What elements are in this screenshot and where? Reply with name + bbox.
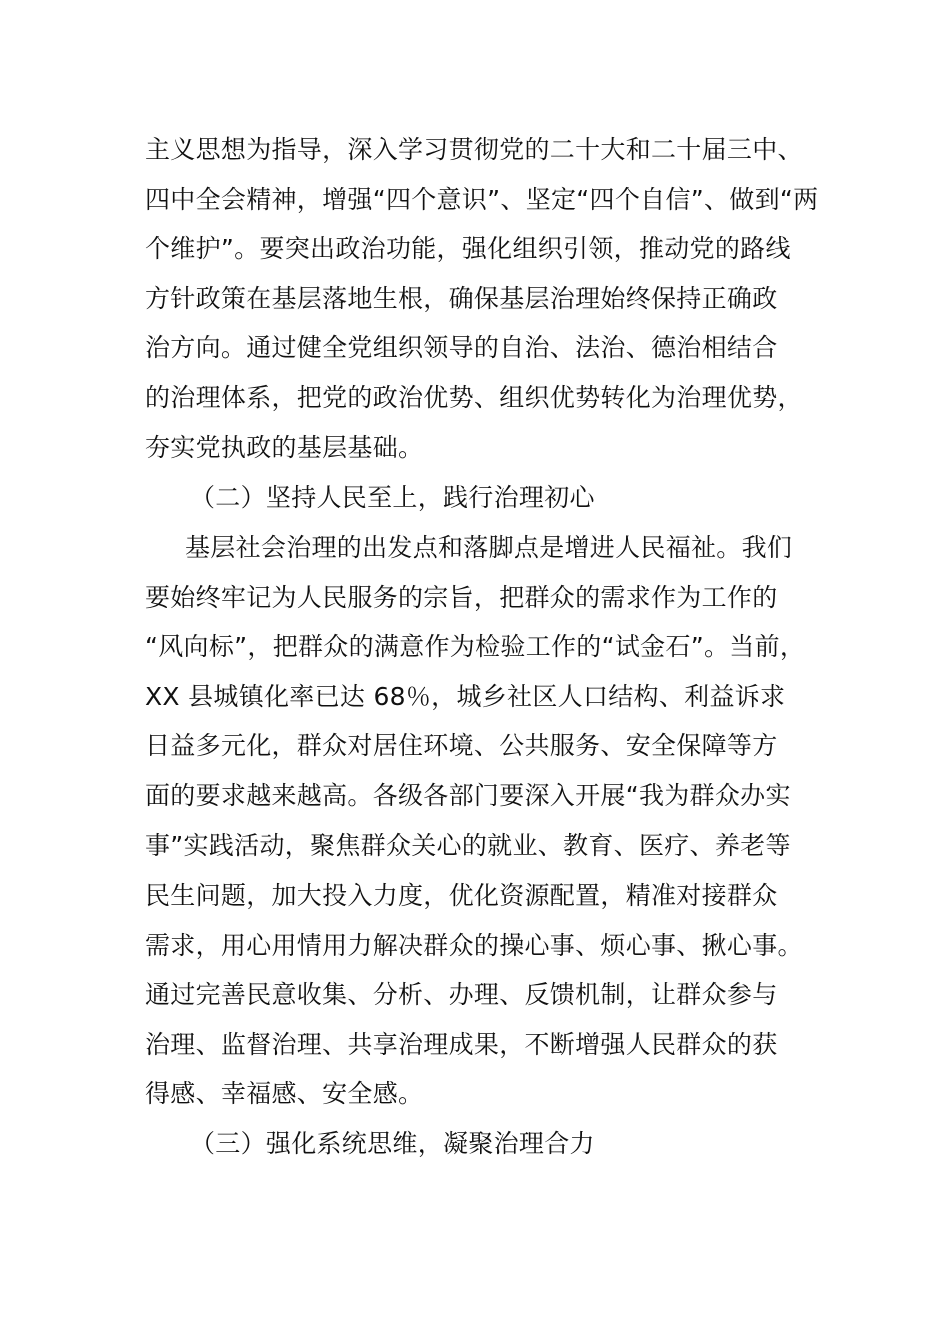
- body-text-line: 面的要求越来越高。各级各部门要深入开展“我为群众办实: [145, 781, 791, 810]
- body-text-line: 事”实践活动，聚焦群众关心的就业、教育、医疗、养老等: [145, 831, 791, 860]
- body-text-line: 夯实党执政的基层基础。: [145, 433, 424, 462]
- body-text-line: 日益多元化，群众对居住环境、公共服务、安全保障等方: [145, 731, 778, 760]
- body-text-line: XX 县城镇化率已达 68％，城乡社区人口结构、利益诉求: [145, 682, 786, 711]
- section-heading: （三）强化系统思维，凝聚治理合力: [190, 1129, 595, 1158]
- body-text-line: 通过完善民意收集、分析、办理、反馈机制，让群众参与: [145, 980, 778, 1009]
- body-text-line: 需求，用心用情用力解决群众的操心事、烦心事、揪心事。: [145, 931, 803, 960]
- body-text-line: 民生问题，加大投入力度，优化资源配置，精准对接群众: [145, 881, 778, 910]
- paragraph-first-line: 基层社会治理的出发点和落脚点是增进人民福祉。我们: [185, 533, 793, 562]
- body-text-line: 主义思想为指导，深入学习贯彻党的二十大和二十届三中、: [145, 135, 803, 164]
- body-text-line: 个维护”。要突出政治功能，强化组织引领，推动党的路线: [145, 234, 791, 263]
- section-heading: （二）坚持人民至上，践行治理初心: [190, 483, 595, 512]
- body-text-line: 治理、监督治理、共享治理成果，不断增强人民群众的获: [145, 1030, 778, 1059]
- body-text-line: 四中全会精神，增强“四个意识”、坚定“四个自信”、做到“两: [145, 185, 819, 214]
- body-text-line: 方针政策在基层落地生根，确保基层治理始终保持正确政: [145, 284, 778, 313]
- body-text-line: “风向标”，把群众的满意作为检验工作的“试金石”。当前，: [145, 632, 806, 661]
- body-text-line: 要始终牢记为人民服务的宗旨，把群众的需求作为工作的: [145, 583, 778, 612]
- body-text-line: 治方向。通过健全党组织领导的自治、法治、德治相结合: [145, 333, 778, 362]
- body-text-line: 的治理体系，把党的政治优势、组织优势转化为治理优势，: [145, 383, 803, 412]
- body-text-line: 得感、幸福感、安全感。: [145, 1079, 424, 1108]
